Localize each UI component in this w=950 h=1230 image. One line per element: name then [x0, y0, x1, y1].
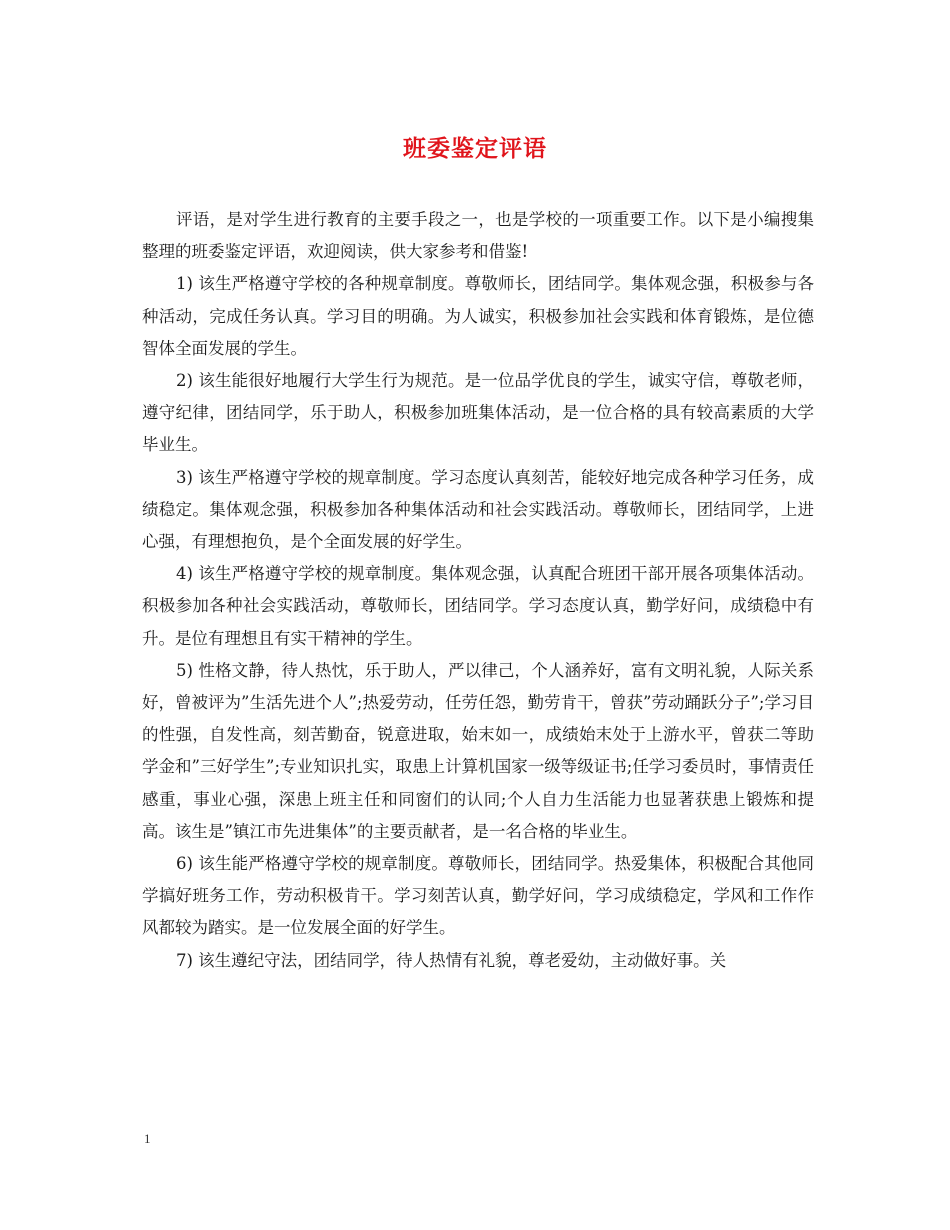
paragraph-comment-7: 7) 该生遵纪守法，团结同学，待人热情有礼貌，尊老爱幼，主动做好事。关 — [176, 950, 727, 970]
paragraph-comment-4: 4) 该生严格遵守学校的规章制度。集体观念强，认真配合班团干部开展各项集体活动。积极参加各种社会实践活动，尊敬师长，团结同学。学习态度认真，勤学好问，成绩稳中有升。是位有理想且有实干精神的学生。 — [142, 564, 814, 648]
paragraph-intro: 评语，是对学生进行教育的主要手段之一，也是学校的一项重要工作。以下是小编搜集整理的班委鉴定评语，欢迎阅读，供大家参考和借鉴! — [142, 210, 814, 262]
paragraph-comment-1: 1) 该生严格遵守学校的各种规章制度。尊敬师长，团结同学。集体观念强，积极参与各种活动，完成任务认真。学习目的明确。为人诚实，积极参加社会实践和体育锻炼，是位德智体全面发展的学生。 — [142, 274, 814, 358]
paragraph-comment-3: 3) 该生严格遵守学校的规章制度。学习态度认真刻苦，能较好地完成各种学习任务，成绩稳定。集体观念强，积极参加各种集体活动和社会实践活动。尊敬师长，团结同学，上进心强，有理想抱负，是个全面发展的好学生。 — [142, 467, 814, 552]
paragraph-comment-6: 6) 该生能严格遵守学校的规章制度。尊敬师长，团结同学。热爱集体，积极配合其他同学搞好班务工作，劳动积极肯干。学习刻苦认真，勤学好问，学习成绩稳定，学风和工作作风都较为踏实。是一位发展全面的好学生。 — [142, 854, 814, 938]
page-number: 1 — [144, 1131, 151, 1146]
paragraph-comment-5: 5) 性格文静，待人热忱，乐于助人，严以律己，个人涵养好，富有文明礼貌，人际关系好，曾被评为”生活先进个人”;热爱劳动，任劳任怨，勤劳肯干，曾获”劳动踊跃分子”;学习目的性强，自发性高，刻苦勤奋，锐意进取，始末如一，成绩始末处于上游水平，曾获二等助学金和”三好学生”;专业知识扎实，取患上计算机国家一级等级证书;任学习委员时，事情责任感重，事业心强，深患上班主任和同窗们的认同;个人自力生活能力也显著获患上锻炼和提高。该生是”镇江市先进集体”的主要贡献者，是一名合格的毕业生。 — [142, 660, 814, 841]
paragraph-comment-2: 2) 该生能很好地履行大学生行为规范。是一位品学优良的学生，诚实守信，尊敬老师，遵守纪律，团结同学，乐于助人，积极参加班集体活动，是一位合格的具有较高素质的大学毕业生。 — [142, 371, 814, 455]
document-body — [142, 204, 814, 977]
document-title: 班委鉴定评语 — [403, 135, 547, 162]
